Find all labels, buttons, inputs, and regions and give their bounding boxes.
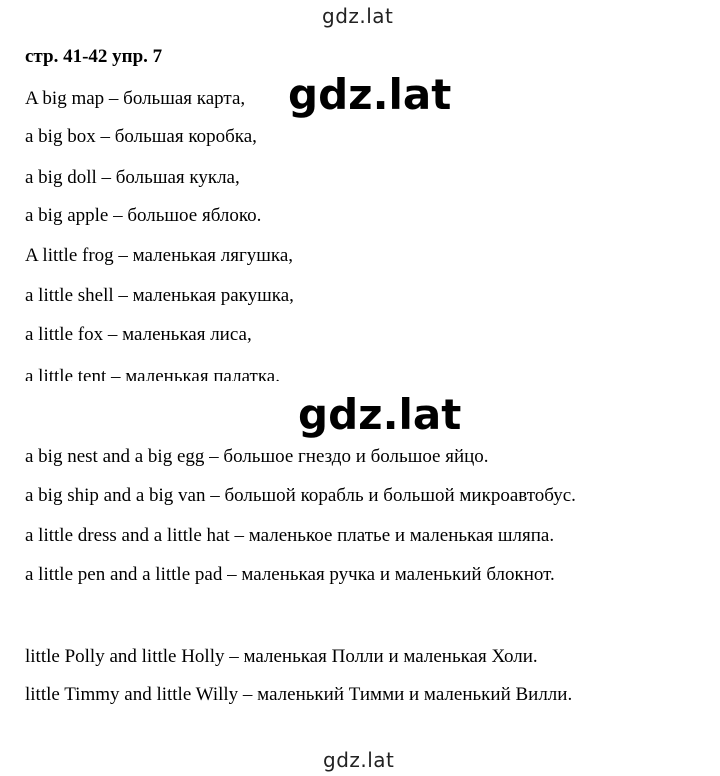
watermark-top: gdz.lat — [322, 4, 394, 28]
watermark-bottom: gdz.lat — [323, 748, 395, 772]
text-line-1: A big map – большая карта, — [25, 88, 246, 109]
text-line-8: a little tent – маленькая палатка. — [25, 366, 280, 381]
exercise-heading: стр. 41-42 упр. 7 — [25, 46, 163, 67]
text-line-9: a big nest and a big egg – большое гнездо и большое яйцо. — [25, 446, 489, 467]
text-line-13: little Polly and little Holly – маленькая Полли и маленькая Холи. — [25, 646, 538, 667]
text-line-11: a little dress and a little hat – маленькое платье и маленькая шляпа. — [25, 525, 555, 546]
text-line-5: A little frog – маленькая лягушка, — [25, 245, 294, 266]
text-line-14: little Timmy and little Willy – маленький Тимми и маленький Вилли. — [25, 684, 573, 705]
text-line-12: a little pen and a little pad – маленькая ручка и маленький блокнот. — [25, 564, 555, 585]
text-line-4: a big apple – большое яблоко. — [25, 205, 262, 226]
text-line-10: a big ship and a big van – большой корабль и большой микроавтобус. — [25, 485, 576, 506]
text-line-2: a big box – большая коробка, — [25, 126, 257, 147]
text-line-6: a little shell – маленькая ракушка, — [25, 285, 294, 306]
text-line-3: a big doll – большая кукла, — [25, 167, 240, 188]
watermark-large-1: gdz.lat — [288, 70, 452, 119]
watermark-large-2: gdz.lat — [298, 390, 462, 439]
text-line-7: a little fox – маленькая лиса, — [25, 324, 252, 345]
